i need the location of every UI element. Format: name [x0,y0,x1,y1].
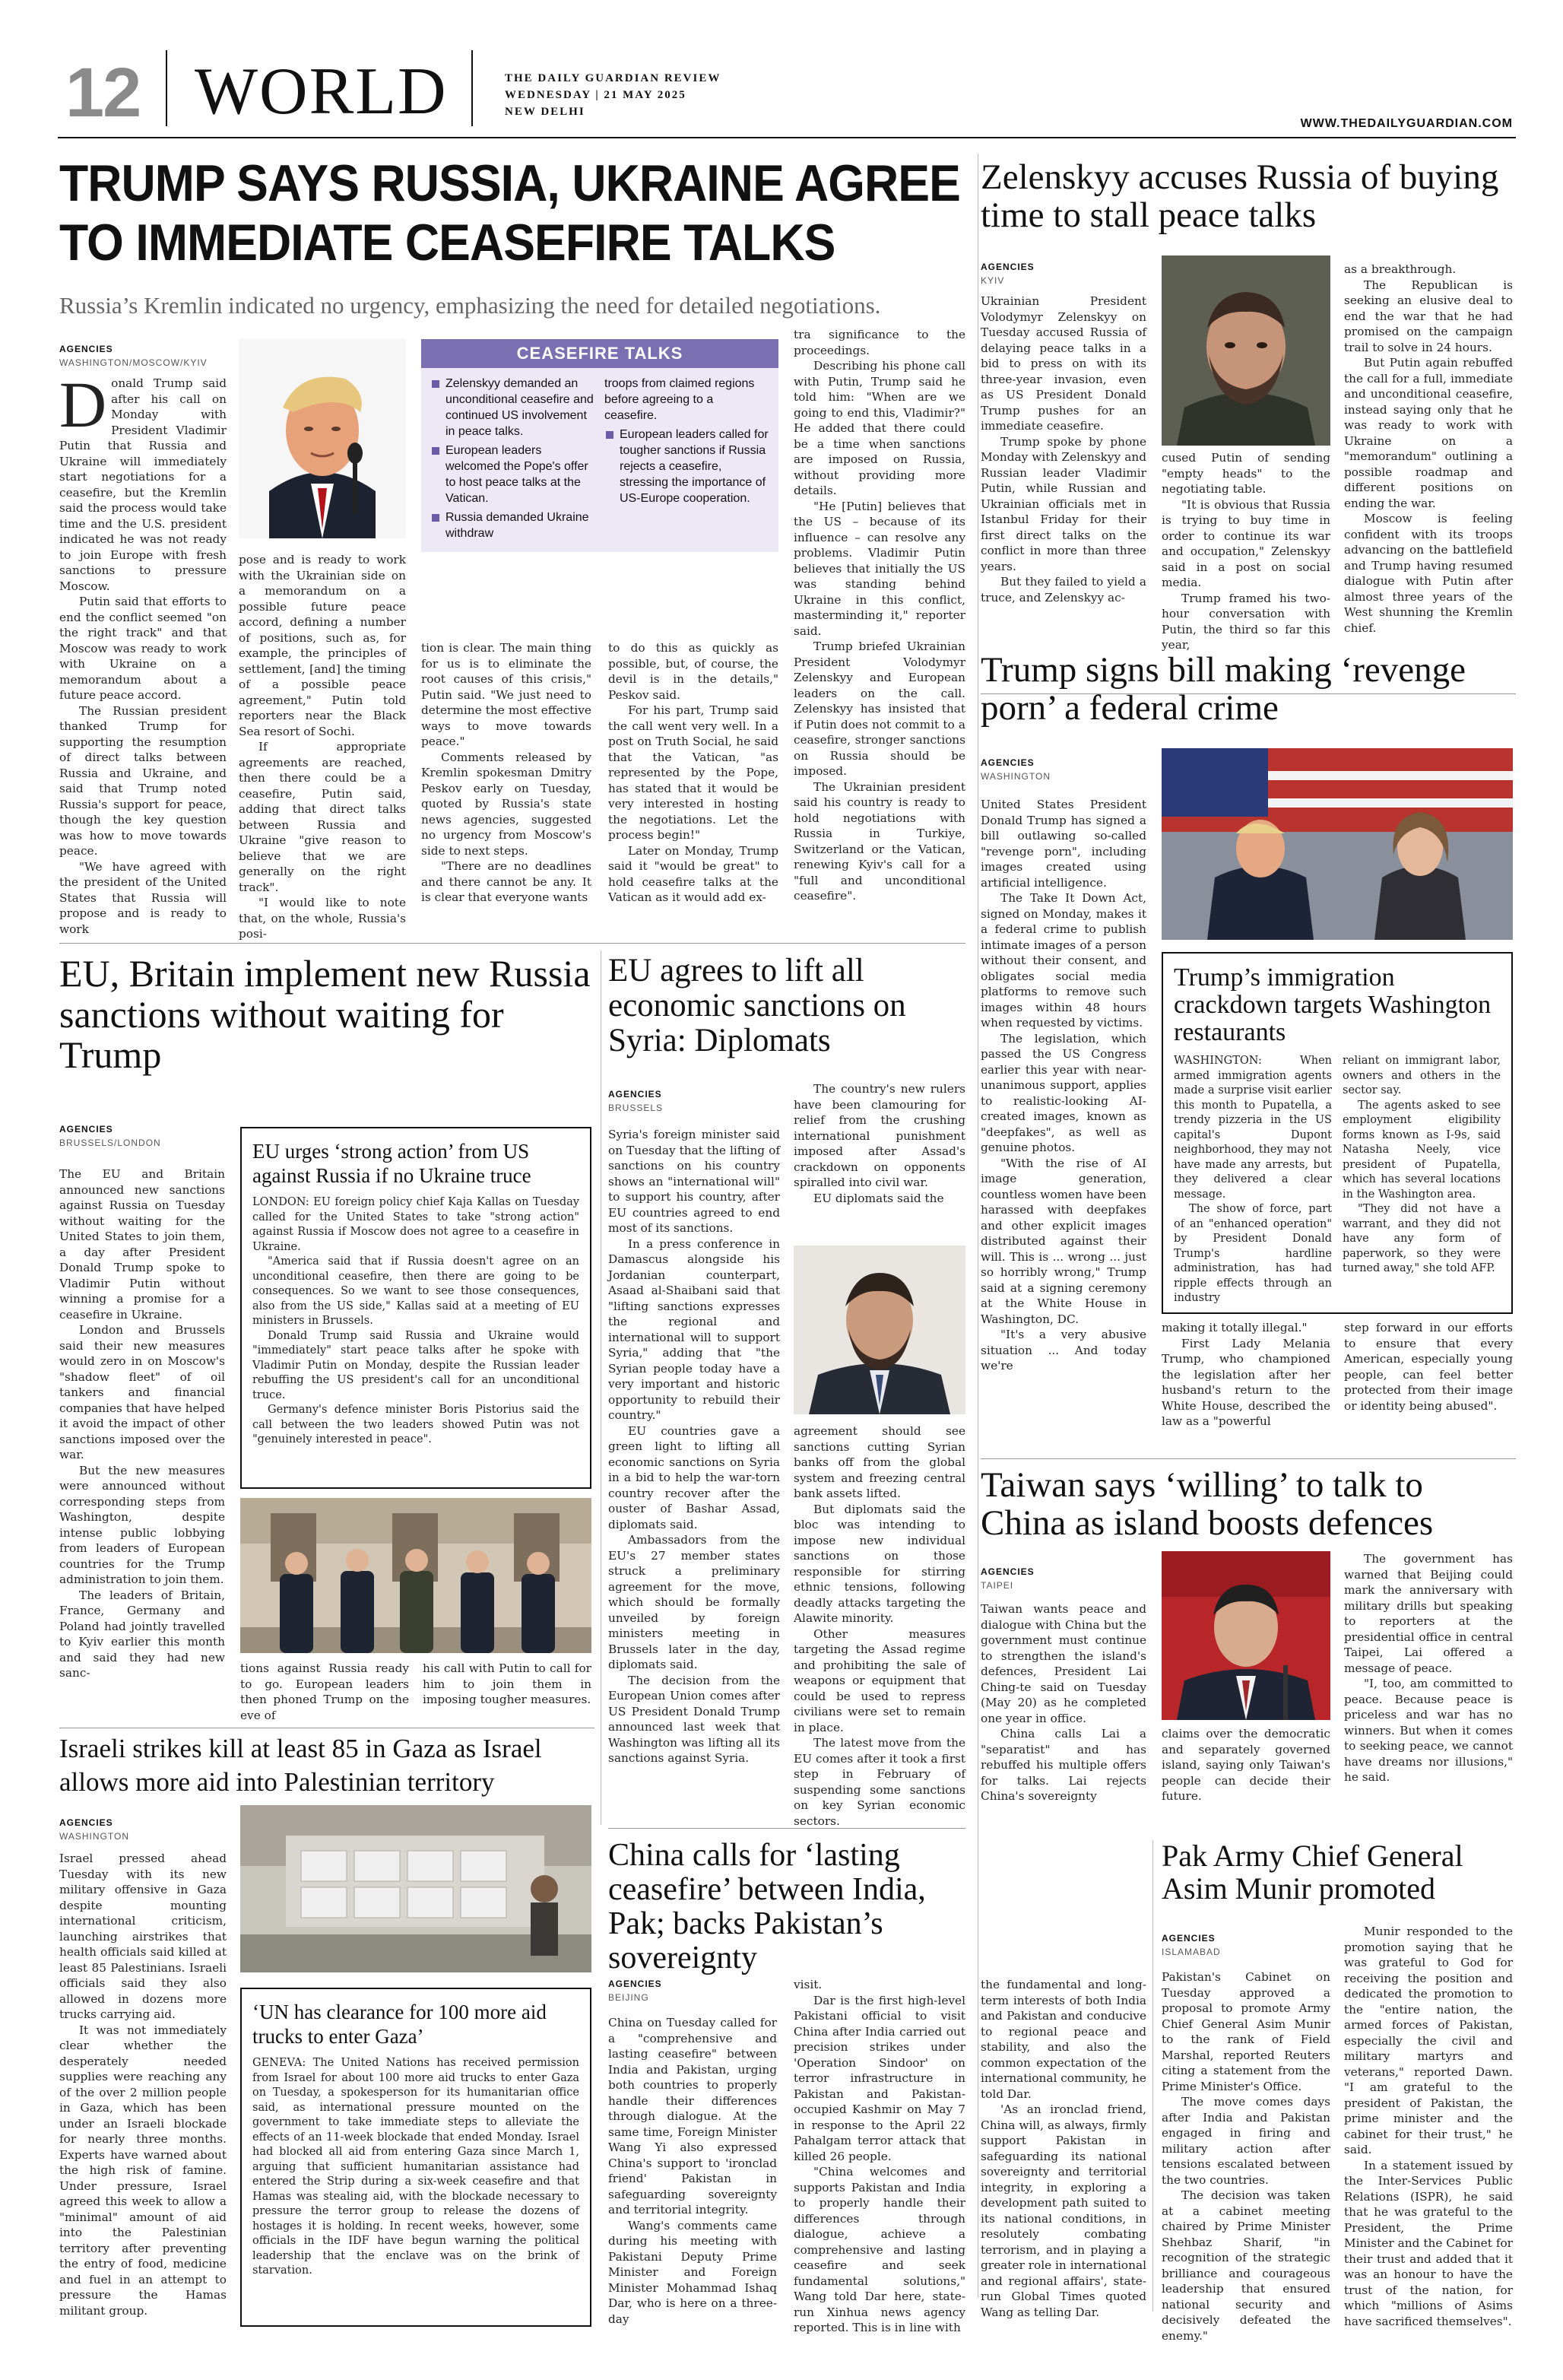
kallas-text: LONDON: EU foreign policy chief Kaja Kallas on Tuesday called for the United States to take "strong action" against Russia if Moscow does not agree to a ceasefire in Ukraine. [252,1196,579,1253]
zelenskyy-photo [1162,255,1330,446]
eu-britain-text: The EU and Britain announced new sanctions against Russia on Tuesday without waiting for the United States to join them, a day after President Donald Trump spoke to Vladimir Putin without winning a promise for a ceasefire in Ukraine. [59,1167,225,1322]
syria-text: Ambassadors from the EU's 27 member states struck a preliminary agreement for the move, which should be formally unveiled by foreign ministers meeting in Brussels later in the day, diplomats said. [608,1533,780,1671]
un-text: GENEVA: The United Nations has received permission from Israel for about 100 more aid trucks to enter Gaza on Tuesday, a spokesperson for its humanitarian office said, as international pressure mounted on the government to take immediate steps to alleviate the effects of an 11-week blockade that ended Monday. Israel had blocked all aid from entering Gaza since March 1, arguing that sufficient humanitarian assistance had entered the Strip during a six-week ceasefire and that Hamas was stealing aid, with the blockade necessary to pressure the terror group to release the dozens of hostages it is holding. In recent weeks, however, some officials in the IDF have begun warning the political leadership that the enclave was on the brink of starvation. [252,2057,579,2277]
lead-dateline: WASHINGTON/MOSCOW/KYIV [59,357,208,368]
eu-britain-text: tions against Russia ready to go. European leaders then phoned Trump on the eve of [240,1661,409,1722]
lead-text: pose and is ready to work with the Ukrainian side on a memorandum on a possible future peace accord, defining a number of positions, such as, for example, the principles of settlement, [and] the timing of a possible peace agreement," Putin told reporters near the Black Sea resort of Sochi. [239,553,406,738]
lead-text: "He [Putin] believes that the US – because of its influence – can resolve any problems. Vladimir Putin believes that initially the US was standing behind Ukraine in this conflict, masterminding it," reporter said. [794,499,965,638]
taiwan-text: China calls Lai a "separatist" and has rebuffed his multiple offers for talks. Lai rejects China's sovereignty [981,1727,1146,1803]
zelenskyy-text: Moscow is feeling confident with its troops advancing on the battlefield and Trump having resumed dialogue with Putin after almost three years of the West shunning the Kremlin chief. [1344,512,1513,635]
syria-text: But diplomats said the bloc was intending to impose new individual sanctions on those responsible for stirring ethnic tensions, following deadly attacks targeting the Alawite minority. [794,1502,965,1625]
lead-text: tion is clear. The main thing for us is to eliminate the root causes of this crisis," Putin said. "We just need to determine the most effective ways to move towards peace." [421,641,591,748]
gaza-photo [240,1805,591,1972]
munir-col-1 [1162,1969,1330,2343]
masthead-divider [166,50,167,126]
zelenskyy-dateline: KYIV [981,275,1005,286]
lead-text: The Russian president thanked Trump for supporting the resumption of direct talks between Russia and Ukraine, and said that Trump noted Russia's support for peace, though the key question was how to move towards peace. [59,703,227,858]
lead-text: "There are no deadlines and there cannot be any. It is clear that everyone wants [421,859,591,904]
gaza-text: It was not immediately clear whether the desperately needed supplies were reaching any of the over 2 million people in Gaza, which has been under an Israeli blockade for nearly three months. Experts have warned about the high risk of famine. Under pressure, Israel agreed this week to allow a "minimal" amount of aid into the Palestinian territory after preventing the entry of food, medicine and fuel in an attempt to pressure the Hamas militant group. [59,2023,227,2318]
eu-britain-text: But the new measures were announced without corresponding steps from Washington, despite intense public lobbying from leaders of European countries for the Trump administration to join them. [59,1463,225,1586]
eu-britain-text: The leaders of Britain, France, Germany and Poland had jointly travelled to Kyiv earlier this month and said they had new sanc- [59,1588,225,1680]
syria-dateline: BRUSSELS [608,1103,664,1113]
kallas-text: Donald Trump said Russia and Ukraine would "immediately" start peace talks after he spoke with Vladimir Putin on Monday, despite the Russian leader rebuffing the US president's call for an unconditional truce. [252,1329,579,1401]
ceasefire-point: European leaders welcomed the Pope's offer to host peace talks at the Vatican. [430,443,595,506]
taiwan-text: The government has warned that Beijing could mark the anniversary with military drills but speaking to reporters at the presidential office in central Taipei, Lai offered a message of peace. [1344,1552,1513,1675]
china-text: "China welcomes and supports Pakistan and India to properly handle their differences through dialogue, achieve a comprehensive and lasting ceasefire and seek fundamental solutions," Wang told Dar here, state-run Xinhua news agency reported. This is in line with [794,2165,965,2334]
eu-britain-headline: EU, Britain implement new Russia sanctions without waiting for Trump [59,952,591,1076]
eu-britain-dateline: BRUSSELS/LONDON [59,1138,161,1148]
china-dateline: BEIJING [608,1992,649,2003]
lead-col-5 [794,327,965,938]
story-divider [981,1458,1516,1459]
lead-col-3 [421,640,591,938]
eu-britain-tag: AGENCIES [59,1124,113,1134]
syria-text: EU diplomats said the [813,1191,944,1205]
revenge-tag: AGENCIES [981,757,1035,768]
lai-photo [1162,1551,1330,1720]
ceasefire-box-title: CEASEFIRE TALKS [421,339,778,368]
syria-text: Syria's foreign minister said on Tuesday that the lifting of sanctions on his country shows an "international will" to support his country, after EU countries agreed to end most of its sanctions. [608,1128,780,1235]
zelenskyy-text: The Republican is seeking an elusive deal to end the war that he had promised on the campaign trail to solve in 24 hours. [1344,278,1513,354]
lead-text: Trump briefed Ukrainian President Volodymyr Zelenskyy and European leaders on the call. Zelenskyy has insisted that if Putin does not commit to a ceasefire, stronger sanctions on Russia should be imposed. [794,639,965,778]
syria-minister-photo [794,1246,965,1414]
lead-deck: Russia’s Kremlin indicated no urgency, emphasizing the need for detailed negotiations. [59,292,881,319]
syria-text: EU countries gave a green light to lifting all economic sanctions on Syria in a bid to help the war-torn country recover after the ouster of Bashar Assad, diplomats said. [608,1423,780,1531]
zelenskyy-col-3 [1344,262,1513,687]
gaza-dateline: WASHINGTON [59,1831,130,1842]
taiwan-col-3 [1344,1551,1513,1829]
revenge-col-2 [1162,1320,1330,1451]
china-text: visit. [794,1978,823,1991]
lead-col-4 [608,640,778,938]
lead-text: If appropriate agreements are reached, then there could be a ceasefire, Putin said, adding that direct talks between Russia and Ukraine "give reason to believe that we are generally on the right track". [239,740,406,894]
column-divider [1152,1840,1153,2312]
china-col-3 [981,1977,1146,2319]
revenge-text: making it totally illegal." [1162,1321,1308,1334]
syria-text: Other measures targeting the Assad regime and prohibiting the sale of weapons or equipment that could be used to repress civilians were set to remain in place. [794,1626,965,1734]
revenge-text: step forward in our efforts to ensure that every American, especially young people, can feel better protected from their image or identity being abused". [1344,1321,1513,1413]
lead-col-1 [59,368,227,938]
revenge-dateline: WASHINGTON [981,771,1051,782]
ceasefire-point: Russia demanded Ukraine withdraw [430,509,595,541]
zelenskyy-text: cused Putin of sending "empty heads" to the negotiating table. [1162,451,1330,496]
china-text: the fundamental and long-term interests of both India and Pakistan and conducive to regional peace and stability, and also the common expectation of the international community, he told Dar. [981,1978,1146,2101]
zelenskyy-text: "It is obvious that Russia is trying to buy time in order to continue its war and occupation," Zelenskyy said in a post on social media. [1162,497,1330,589]
page-number: 12 [65,54,141,132]
china-text: China on Tuesday called for a "comprehensive and lasting ceasefire" between India and Pakistan, urging both countries to properly handle their differences through dialogue. At the same time, Foreign Minister Wang Yi also expressed China's support to 'ironclad friend' Pakistan in safeguarding sovereignty and territorial integrity. [608,2016,777,2217]
revenge-col-3 [1344,1320,1513,1451]
munir-text: The move comes days after India and Pakistan engaged in firing and military action after tensions escalated between the two countries. [1162,2095,1330,2187]
revenge-col-1 [981,797,1146,1451]
immigration-col-2 [1343,1054,1501,1305]
kallas-box [240,1127,591,1489]
zelenskyy-text: Ukrainian President Volodymyr Zelenskyy on Tuesday accused Russia of delaying peace talks in a bid to press on with its three-year invasion, even as US President Donald Trump pushes for an immediate ceasefire. [981,294,1146,433]
trump-melania-photo [1162,748,1513,940]
revenge-headline: Trump signs bill making ‘revenge porn’ a federal crime [981,650,1466,728]
china-text: Wang's comments came during his meeting with Pakistani Deputy Prime Minister and Foreign Minister Mohammad Ishaq Dar, who is here on a three-day [608,2218,777,2326]
munir-col-2 [1344,1924,1513,2328]
lead-text: "We have agreed with the president of the United States that Russia will propose and is ready to work [59,859,227,936]
taiwan-dateline: TAIPEI [981,1580,1014,1591]
kallas-text: Germany's defence minister Boris Pistorius said the call between the two leaders showed Putin was not "genuinely interested in peace". [252,1404,579,1445]
immigration-text: The show of force, part of an "enhanced operation" by President Donald Trump's hardline administration, has had ripple effects through an industry [1174,1203,1332,1304]
city: NEW DELHI [505,106,585,118]
ceasefire-point: troops from claimed regions before agreeing to a ceasefire. [604,377,755,422]
syria-col-1 [608,1127,780,1819]
china-text: 'As an ironclad friend, China will, as always, firmly support Pakistan in safeguarding its national sovereignty and territorial integrity, in exploring a development path suited to its national conditions, in resolutely combating terrorism, and in playing a greater role in international and regional affairs', state-run Global Times quoted Wang as telling Dar. [981,2102,1146,2319]
lead-text: For his part, Trump said the call went very well. In a post on Truth Social, he said that the Vatican, "as represented by the Pope, has stated that it would be very interested in hosting the negotiations. Let the process begin!" [608,703,778,842]
lead-headline [59,154,960,272]
zelenskyy-text: But Putin again rebuffed the call for a full, immediate and unconditional ceasefire, instead saying only that he was ready to work with Ukraine on a "memorandum" outlining a possible roadmap and different positions on ending the war. [1344,356,1513,510]
immigration-text: reliant on immigrant labor, owners and others in the sector say. [1343,1055,1501,1096]
eu-britain-text: his call with Putin to call for him to join them in imposing tougher measures. [423,1661,591,1706]
revenge-text: "With the rise of AI image generation, countless women have been harassed with deepfakes and other explicit images distributed against their will. This is ... wrong ... just so horribly wrong," Trump said at a signing ceremony at the White House in Washington, DC. [981,1156,1146,1326]
lead-text: "I would like to note that, on the whole, Russia's posi- [239,896,406,941]
immigration-box [1162,952,1513,1314]
lead-text: Comments released by Kremlin spokesman Dmitry Peskov early on Tuesday, quoted by Russia's state news agencies, suggested no urgency from Moscow's side to next steps. [421,750,591,858]
china-text: Dar is the first high-level Pakistani official to visit China after India carried out precision strikes under 'Operation Sindoor' on terror infrastructure in Pakistan and Pakistan-occupied Kashmir on May 7 in response to the April 22 Pahalgam terror attack that killed 26 people. [794,1993,965,2163]
zelenskyy-text: Trump spoke by phone Monday with Zelenskyy and Russian leader Vladimir Putin, while Russian and Ukrainian officials met in Istanbul Friday for their first direct talks on the conflict in more than three years. [981,434,1146,573]
section-title: WORLD [195,55,448,129]
eu-britain-text: London and Brussels said their new measures would zero in on Moscow's "shadow fleet" of oil tankers and financial companies that have helped it avoid the impact of other sanctions imposed over the war. [59,1323,225,1461]
eu-britain-col-1 [59,1166,225,1715]
china-headline: China calls for ‘lasting ceasefire’ between India, Pak; backs Pakistan’s sovereignty [608,1838,926,1975]
revenge-text: "It's a very abusive situation ... And today we're [981,1328,1146,1372]
kallas-headline: EU urges ‘strong action’ from US against Russia if no Ukraine truce [252,1140,531,1187]
eu-britain-col-3 [423,1661,591,1723]
un-box [240,1988,591,2327]
story-divider [59,943,965,944]
trump-photo [239,339,406,538]
syria-text: In a press conference in Damascus alongside his Jordanian counterpart, Asaad al-Shaibani said that "lifting sanctions expresses the regional and international will to support Syria," adding that "the Syrian people today have a very important and historic opportunity to rebuild their country." [608,1236,780,1422]
gaza-headline: Israeli strikes kill at least 85 in Gaza as Israel allows more aid into Palestinian territory [59,1734,542,1797]
taiwan-text: Taiwan wants peace and dialogue with China but the government must continue to strengthen the island's defences, President Lai Ching-te said on Tuesday (May 20) as he completed one year in office. [981,1602,1146,1725]
taiwan-text: "I, too, am committed to peace. Because peace is priceless and war has no winners. But when it comes to seeking peace, we cannot have dreams nor illusions," he said. [1344,1677,1513,1784]
kallas-text: "America said that if Russia doesn't agree on an unconditional ceasefire, then there are going to be consequences. So we want to see those consequences, also from the US side," Kallas said at a meeting of EU ministers in Brussels. [252,1255,579,1327]
kallas-text-block [252,1195,579,1448]
lead-text: Putin said that efforts to end the conflict seemed "on the right track" and that Moscow was ready to work with Ukraine on a memorandum about a future peace accord. [59,595,227,702]
masthead-divider-2 [471,50,473,126]
lead-headline-line-2: TO IMMEDIATE CEASEFIRE TALKS [59,214,835,271]
taiwan-tag: AGENCIES [981,1566,1035,1577]
munir-tag: AGENCIES [1162,1933,1216,1944]
revenge-text: The Take It Down Act, signed on Monday, makes it a federal crime to publish intimate images of a person without their consent, and obligates social media platforms to remove such images within 48 hours when requested by victims. [981,891,1146,1030]
european-leaders-photo [240,1498,591,1653]
china-col-1 [608,2015,777,2326]
publication-info [505,70,721,120]
paper-name: THE DAILY GUARDIAN REVIEW [505,72,721,84]
ceasefire-box [421,339,778,552]
ceasefire-point: Zelenskyy demanded an unconditional ceasefire and continued US involvement in peace talks. [430,376,595,440]
story-divider [608,1828,965,1829]
revenge-text: United States President Donald Trump has signed a bill outlawing so-called "revenge porn", including images created using artificial intelligence. [981,798,1146,890]
taiwan-col-2 [1162,1726,1330,1829]
gaza-text: Israel pressed ahead Tuesday with its new military offensive in Gaza despite mounting international criticism, launching airstrikes that health officials said killed at least 85 Palestinians. Israeli officials said they also allowed in dozens more trucks carrying aid. [59,1852,227,2021]
taiwan-col-1 [981,1601,1146,1829]
lead-text: tra significance to the proceedings. [794,328,965,357]
eu-britain-col-2 [240,1661,409,1723]
zelenskyy-text: But they failed to yield a truce, and Zelenskyy ac- [981,575,1146,605]
immigration-text: The agents asked to see employment eligibility forms known as I-9s, said Natasha Neely, vice president of Pupatella, which has several locations in the Washington area. [1343,1099,1501,1201]
syria-headline: EU agrees to lift all economic sanctions on Syria: Diplomats [608,953,906,1058]
revenge-text: First Lady Melania Trump, who championed the legislation after her husband's return to the White House, described the law as a "powerful [1162,1336,1330,1428]
immigration-text: "They did not have a warrant, and they did not have any form of paperwork, so they were turned away," she told AFP. [1343,1203,1501,1274]
munir-headline: Pak Army Chief General Asim Munir promoted [1162,1839,1463,1906]
immigration-headline: Trump’s immigration crackdown targets Washington restaurants [1174,963,1492,1046]
taiwan-text: claims over the democratic and separately governed island, saying only Taiwan's people can decide their future. [1162,1727,1330,1803]
munir-text: In a statement issued by the Inter-Services Public Relations (ISPR), he said that he was grateful to the President, the Prime Minister and the Cabinet for their trust and added that it was an honour to have the trust of the nation, for which "millions of Asims have sacrificed themselves". [1344,2158,1513,2328]
gaza-col-1 [59,1851,227,2318]
masthead-rule [58,137,1516,138]
revenge-text: The legislation, which passed the US Congress earlier this year with near-unanimous support, applies to realistic-looking AI-created images, known as "deepfakes", as well as genuine photos. [981,1031,1146,1154]
lead-tag: AGENCIES [59,344,113,354]
zelenskyy-headline: Zelenskyy accuses Russia of buying time to stall peace talks [981,157,1499,236]
china-tag: AGENCIES [608,1979,662,1989]
munir-text: The decision was taken at a cabinet meeting chaired by Prime Minister Shehbaz Sharif, "in recognition of the strategic brilliance and courageous leadership that ensured national security and decisively defeated the enemy." [1162,2188,1330,2343]
munir-dateline: ISLAMABAD [1162,1947,1221,1957]
taiwan-headline: Taiwan says ‘willing’ to talk to China as island boosts defences [981,1465,1434,1544]
china-col-2 [794,1977,965,2334]
lead-text: The Ukrainian president said his country is ready to hold negotiations with Russia in Turkiye, Switzerland or the Vatican, renewing Kyiv's call for a "full and unconditional ceasefire". [794,779,965,903]
zelenskyy-text: as a breakthrough. [1344,262,1457,276]
zelenskyy-col-1 [981,294,1146,687]
munir-text: Munir responded to the promotion saying that he was grateful to God for receiving the position and dedicated the promotion to the "entire nation, the armed forces of Pakistan, especially the civil and military martyrs and veterans," reported Dawn. "I am grateful to the president of Pakistan, the prime minister and the cabinet for their trust," he said. [1344,1925,1513,2156]
gaza-tag: AGENCIES [59,1817,113,1828]
ceasefire-point: European leaders called for tougher sanctions if Russia rejects a ceasefire, stressing the importance of US-Europe cooperation. [604,427,769,506]
munir-text: Pakistan's Cabinet on Tuesday approved a proposal to promote Army Chief General Asim Munir to the rank of Field Marshal, reported Reuters citing a statement from the Prime Minister's Office. [1162,1970,1330,2093]
syria-col-2 [794,1081,965,1236]
lead-col-2 [239,552,406,941]
immigration-col-1 [1174,1054,1332,1305]
zelenskyy-text: Trump framed his two-hour conversation with Putin, the third so far this year, [1162,591,1330,652]
syria-text: The latest move from the EU comes after it took a first step in February of suspending some sanctions on key Syrian economic sectors. [794,1736,965,1828]
website-link[interactable]: WWW.THEDAILYGUARDIAN.COM [1300,117,1513,130]
immigration-text: WASHINGTON: When armed immigration agents made a surprise visit earlier this month to Pupatella, a trendy pizzeria in the US capital's Dupont neighborhood, they may not have made any arrests, but they delivered a clear message. [1174,1055,1332,1201]
lead-text: to do this as quickly as possible, but, of course, the devil is in the details," Peskov said. [608,641,778,702]
syria-col-3 [794,1423,965,1828]
syria-text: The decision from the European Union comes after US President Donald Trump announced last week that Washington was lifting all its sanctions against Syria. [608,1673,780,1765]
drop-cap: D [59,368,107,441]
zelenskyy-tag: AGENCIES [981,262,1035,272]
syria-text: The country's new rulers have been clamouring for relief from the crushing international punishment imposed after Assad's crackdown on opponents spiralled into civil war. [794,1082,965,1189]
lead-headline-line-1: TRUMP SAYS RUSSIA, UKRAINE AGREE [59,154,960,212]
un-headline: ‘UN has clearance for 100 more aid trucks to enter Gaza’ [252,2001,547,2048]
issue-date: WEDNESDAY | 21 MAY 2025 [505,89,686,101]
lead-text: Later on Monday, Trump said it "would be great" to hold ceasefire talks at the Vatican as it would add ex- [608,843,778,904]
lead-text: onald Trump said after his call on Monday with President Vladimir Putin that Russia and Ukraine will immediately start negotiations for a ceasefire, but the Kremlin said the process would take time and the U.S. president indicated he was not ready to join Europe with fresh sanctions to pressure Moscow. [59,376,227,593]
syria-text: agreement should see sanctions cutting Syrian banks off from the global system and freezing central bank assets lifted. [794,1424,965,1500]
lead-text: Describing his phone call with Putin, Trump said he told him: "When are we going to end this, Vladimir?" He added that there could be a time when sanctions are imposed on Russia, without providing more details. [794,359,965,497]
syria-tag: AGENCIES [608,1089,662,1100]
